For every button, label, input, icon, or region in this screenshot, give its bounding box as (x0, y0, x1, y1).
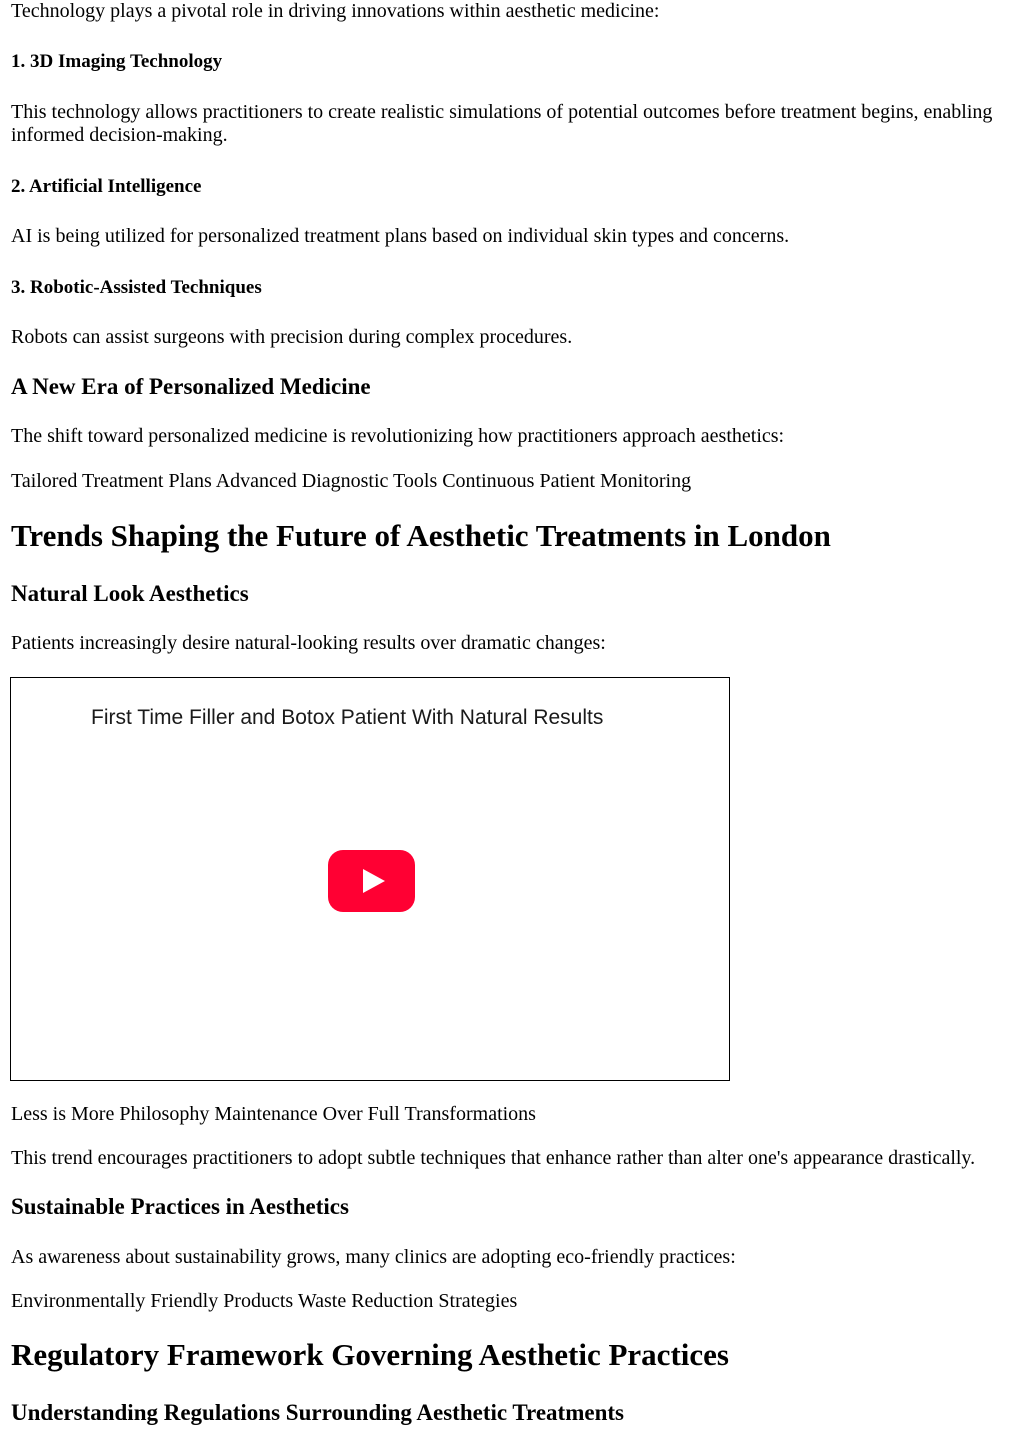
personalized-list: Tailored Treatment Plans Advanced Diagnostic Tools Continuous Patient Monitoring (11, 470, 692, 492)
tech-heading-3d-imaging: 1. 3D Imaging Technology (11, 51, 223, 72)
intro-paragraph: Technology plays a pivotal role in driving innovations within aesthetic medicine: (11, 0, 660, 22)
natural-look-heading: Natural Look Aesthetics (11, 581, 249, 606)
regulatory-sub-heading: Understanding Regulations Surrounding Aesthetic Treatments (11, 1400, 624, 1425)
personalized-heading: A New Era of Personalized Medicine (11, 374, 371, 399)
video-embed[interactable] (10, 677, 730, 1081)
trends-body: This trend encourages practitioners to adopt subtle techniques that enhance rather than alter one's appearance drastically. (11, 1147, 976, 1169)
video-title[interactable]: First Time Filler and Botox Patient With Natural Results (91, 706, 604, 729)
tech-heading-robotic: 3. Robotic-Assisted Techniques (11, 277, 262, 298)
regulatory-heading: Regulatory Framework Governing Aesthetic Practices (11, 1337, 729, 1372)
tech-body-ai: AI is being utilized for personalized treatment plans based on individual skin types and concerns. (11, 225, 790, 247)
tech-body-3d-imaging: This technology allows practitioners to create realistic simulations of potential outcomes before treatment begins, enabling informed decision-making. (11, 101, 993, 146)
personalized-body: The shift toward personalized medicine is revolutionizing how practitioners approach aesthetics: (11, 425, 785, 447)
trends-heading: Trends Shaping the Future of Aesthetic Treatments in London (11, 518, 831, 553)
natural-look-body: Patients increasingly desire natural-looking results over dramatic changes: (11, 632, 606, 654)
tech-heading-ai: 2. Artificial Intelligence (11, 176, 202, 197)
tech-body-robotic: Robots can assist surgeons with precision during complex procedures. (11, 326, 573, 348)
play-icon[interactable] (328, 850, 415, 912)
sustainable-heading: Sustainable Practices in Aesthetics (11, 1194, 349, 1219)
sustainable-body: As awareness about sustainability grows, many clinics are adopting eco-friendly practices: (11, 1246, 736, 1268)
sustainable-list: Environmentally Friendly Products Waste Reduction Strategies (11, 1290, 518, 1312)
trends-list: Less is More Philosophy Maintenance Over Full Transformations (11, 1103, 536, 1125)
